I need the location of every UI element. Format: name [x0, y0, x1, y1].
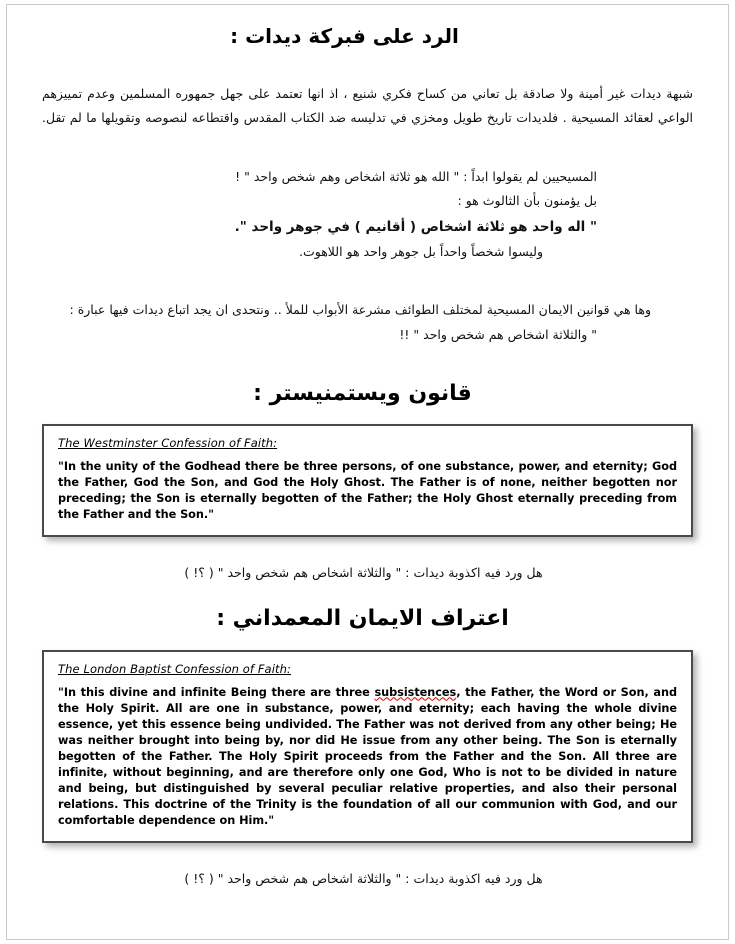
- statement-block: [42, 165, 693, 264]
- quote-body-baptist: [58, 685, 677, 829]
- quote-body-westminster: [58, 459, 677, 523]
- section-heading-westminster: قانون ويستمنيستر :: [253, 380, 472, 406]
- quote-box-baptist: [42, 650, 693, 843]
- challenge-block: [42, 298, 693, 347]
- intro-paragraph: شبهة ديدات غير أمينة ولا صادقة بل تعاني من كساح فكري شنيع ، اذ انها تعتمد على جهل جمهوره المسلمين وعدم تمييزهم الواعي لعقائد المسيحية . فلديدات تاريخ طويل ومخزي في تدليسه ضد الكتاب المقدس واقتطاعه لنصوصه وتقويلها ما لم تقل.: [42, 86, 693, 126]
- caption-westminster: هل ورد فيه اكذوبة ديدات : " والثلاثة اشخاص هم شخص واحد " ( ؟! ): [184, 565, 543, 581]
- statement-line-4: وليسوا شخصاً واحداً بل جوهر واحد هو اللاهوت.: [299, 243, 543, 259]
- quote-text-after: , the Father, the Word or Son, and the Holy Spirit. All are one in substance, power, and eternity; each having the whole divine essence, yet this essence being undivided. The Father was not derived from any other being; He was neither brought into being by, nor did He issue from any other being. The Son is eternally begotten of the Father. The Holy Spirit proceeds from the Father and the Son. All three are infinite, without beginning, and are therefore only one God, Who is not to be divided in nature and being, but distinguished by several peculiar relative properties, and also their personal relations. This doctrine of the Trinity is the foundation of all our communion with God, and our comfortable dependence on Him.": [58, 685, 678, 827]
- quote-title-baptist: The London Baptist Confession of Faith:: [58, 661, 291, 676]
- statement-line-3: " اله واحد هو ثلاثة اشخاص ( أقانيم ) في جوهر واحد ".: [234, 218, 597, 235]
- page-title: الرد على فبركة ديدات :: [230, 24, 459, 48]
- quote-box-westminster: [42, 424, 693, 537]
- challenge-line-1: وها هي قوانين الايمان المسيحية لمختلف الطوائف مشرعة الأبواب للملأ .. ونتحدى ان يجد اتباع ديدات فيها عبارة :: [69, 302, 651, 318]
- quote-text-before: "In the unity of the Godhead there be three persons, of one substance, power, and eternity; God the Father, God the Son, and God the Holy Ghost. The Father is of none, neither begotten nor preceding; the Son is eternally begotten of the Father; the Holy Ghost eternally preceding from the Father and the Son.": [58, 460, 677, 522]
- spellcheck-flagged-word: subsistences: [374, 685, 457, 699]
- quote-text-before: "In this divine and infinite Being there are three: [58, 685, 375, 699]
- document-content: [42, 14, 693, 934]
- quote-title-westminster: The Westminster Confession of Faith:: [58, 436, 278, 451]
- statement-line-1: المسيحيين لم يقولوا ابداً : " الله هو ثلاثة اشخاص وهم شخص واحد " !: [235, 168, 597, 184]
- caption-baptist: هل ورد فيه اكذوبة ديدات : " والثلاثة اشخاص هم شخص واحد " ( ؟! ): [184, 870, 543, 886]
- challenge-line-2: " والثلاثة اشخاص هم شخص واحد " !!: [399, 326, 597, 342]
- statement-line-2: بل يؤمنون بأن الثالوث هو :: [457, 193, 597, 209]
- section-heading-baptist: اعتراف الايمان المعمداني :: [216, 606, 509, 632]
